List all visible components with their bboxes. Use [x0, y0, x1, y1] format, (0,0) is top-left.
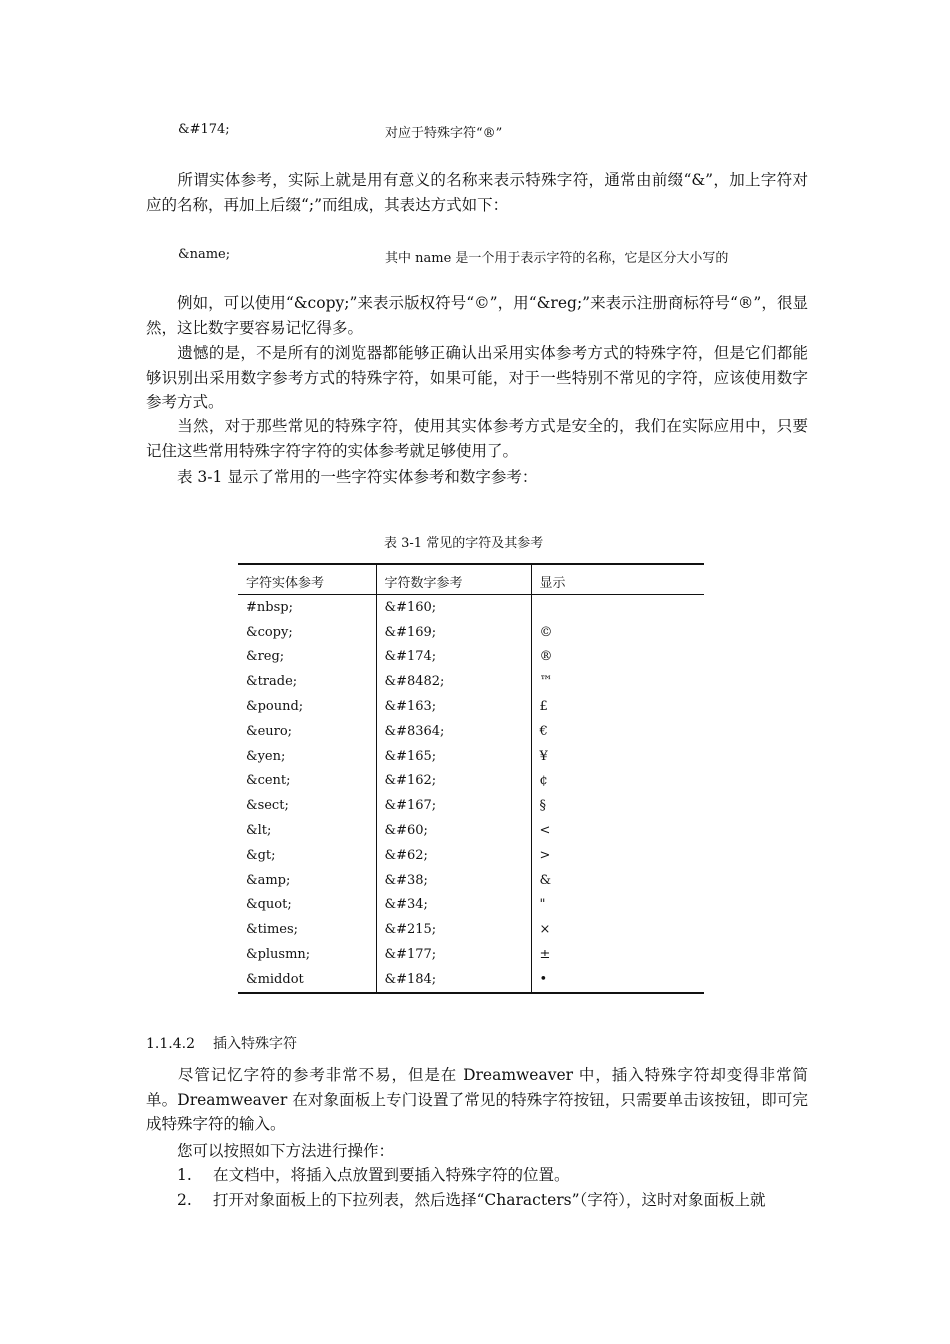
step-2 — [177, 1188, 766, 1210]
cell-display: € — [531, 719, 704, 744]
cell-entity: &times; — [246, 922, 299, 938]
header-numeric: 字符数字参考 — [376, 564, 531, 595]
code-line-1-code: &#174; — [178, 122, 230, 137]
table-row — [238, 843, 704, 868]
cell-display: ¢ — [531, 769, 704, 794]
table-row — [238, 719, 704, 744]
cell-entity: &reg; — [246, 649, 285, 665]
cell-display: © — [531, 620, 704, 645]
step-2-number: 2. — [177, 1191, 192, 1209]
step-1-text: 在文档中，将插入点放置到要插入特殊字符的位置。 — [213, 1166, 570, 1184]
cell-display: " — [531, 893, 704, 918]
cell-display: & — [531, 868, 704, 893]
table-row — [238, 893, 704, 918]
table-row — [238, 645, 704, 670]
cell-entity: &sect; — [246, 798, 289, 814]
cell-entity: &middot — [246, 971, 304, 987]
code-line-1-desc: 对应于特殊字符“®” — [385, 126, 503, 141]
cell-numeric: &#215; — [376, 917, 531, 942]
table-row — [238, 744, 704, 769]
cell-entity: #nbsp; — [246, 599, 293, 615]
table-row — [238, 669, 704, 694]
header-display: 显示 — [531, 564, 704, 595]
cell-entity: &trade; — [246, 674, 298, 690]
cell-numeric: &#174; — [376, 645, 531, 670]
cell-display: ± — [531, 942, 704, 967]
section-title: 插入特殊字符 — [212, 1036, 297, 1052]
paragraph-6: 尽管记忆字符的参考非常不易，但是在 Dreamweaver 中，插入特殊字符却变得非常简单。Dreamweaver 在对象面板上专门设置了常见的特殊字符按钮，只需要单击该按钮，即可完成特殊字符的输入。 — [146, 1066, 808, 1133]
code-line-2-desc: 其中 name 是一个用于表示字符的名称，它是区分大小写的 — [385, 251, 729, 266]
paragraph-4: 当然，对于那些常见的特殊字符，使用其实体参考方式是安全的，我们在实际应用中，只要记住这些常用特殊字符字符的实体参考就足够使用了。 — [146, 417, 808, 460]
table-row — [238, 620, 704, 645]
table-header-row — [238, 564, 704, 595]
cell-entity: &cent; — [246, 773, 291, 789]
table-row — [238, 942, 704, 967]
cell-entity: &amp; — [246, 872, 291, 888]
cell-entity: &plusmn; — [246, 947, 311, 963]
cell-display: > — [531, 843, 704, 868]
header-entity: 字符实体参考 — [238, 564, 376, 595]
cell-display: ¥ — [531, 744, 704, 769]
cell-numeric: &#167; — [376, 793, 531, 818]
cell-numeric: &#38; — [376, 868, 531, 893]
code-line-2-code: &name; — [178, 247, 231, 262]
cell-numeric: &#177; — [376, 942, 531, 967]
paragraph-1: 所谓实体参考，实际上就是用有意义的名称来表示特殊字符，通常由前缀“&”，加上字符对应的名称，再加上后缀“;”而组成，其表达方式如下： — [146, 171, 808, 214]
code-line-1 — [178, 122, 230, 137]
cell-numeric: &#8482; — [376, 669, 531, 694]
cell-numeric: &#165; — [376, 744, 531, 769]
table-row — [238, 818, 704, 843]
paragraph-7: 您可以按照如下方法进行操作： — [177, 1142, 395, 1160]
table-row — [238, 868, 704, 893]
cell-entity: &quot; — [246, 897, 292, 913]
cell-entity: &yen; — [246, 748, 286, 764]
table-row — [238, 694, 704, 719]
cell-numeric: &#169; — [376, 620, 531, 645]
table-caption: 表 3-1 常见的字符及其参考 — [384, 536, 544, 551]
cell-display: • — [531, 967, 704, 993]
step-2-text: 打开对象面板上的下拉列表，然后选择“Characters”（字符），这时对象面板上就 — [213, 1191, 766, 1209]
cell-entity: &copy; — [246, 624, 293, 640]
cell-display: § — [531, 793, 704, 818]
cell-numeric: &#184; — [376, 967, 531, 993]
paragraph-3: 遗憾的是，不是所有的浏览器都能够正确认出采用实体参考方式的特殊字符，但是它们都能够识别出采用数字参考方式的特殊字符，如果可能，对于一些特别不常见的字符，应该使用数字参考方式。 — [146, 344, 808, 411]
paragraph-2: 例如，可以使用“&copy;”来表示版权符号“©”，用“&reg;”来表示注册商标符号“®”，很显然，这比数字要容易记忆得多。 — [146, 294, 808, 337]
cell-entity: &lt; — [246, 823, 272, 839]
cell-display: × — [531, 917, 704, 942]
cell-numeric: &#162; — [376, 769, 531, 794]
cell-numeric: &#8364; — [376, 719, 531, 744]
cell-numeric: &#163; — [376, 694, 531, 719]
cell-numeric: &#60; — [376, 818, 531, 843]
table-row — [238, 769, 704, 794]
section-number: 1.1.4.2 — [146, 1036, 195, 1052]
reference-table — [238, 563, 704, 994]
cell-entity: &euro; — [246, 723, 293, 739]
cell-entity: &pound; — [246, 699, 304, 715]
step-1-number: 1. — [177, 1166, 192, 1184]
cell-display: £ — [531, 694, 704, 719]
cell-numeric: &#34; — [376, 893, 531, 918]
cell-numeric: &#160; — [376, 595, 531, 620]
paragraph-5: 表 3-1 显示了常用的一些字符实体参考和数字参考： — [177, 468, 538, 486]
table-row — [238, 967, 704, 993]
table-row — [238, 793, 704, 818]
cell-display: ™ — [531, 669, 704, 694]
section-heading — [146, 1033, 297, 1053]
table-row — [238, 917, 704, 942]
table-row — [238, 595, 704, 620]
cell-entity: &gt; — [246, 847, 276, 863]
step-1 — [177, 1163, 570, 1185]
cell-display: ® — [531, 645, 704, 670]
cell-numeric: &#62; — [376, 843, 531, 868]
cell-display — [531, 595, 704, 620]
cell-display: < — [531, 818, 704, 843]
